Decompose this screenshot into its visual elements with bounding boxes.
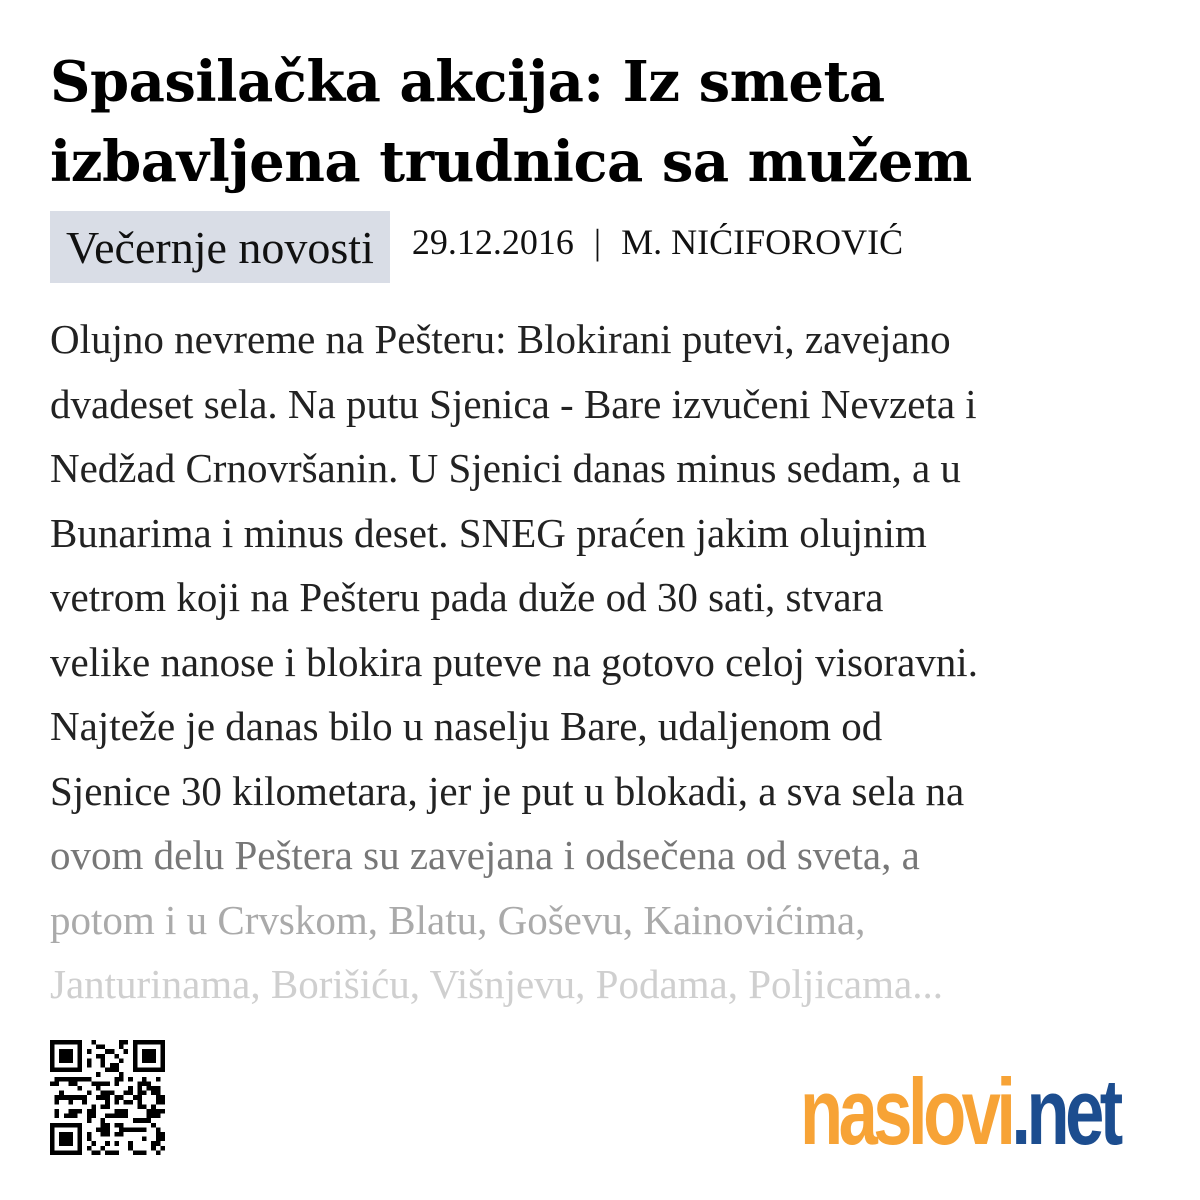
qr-code-icon[interactable] bbox=[50, 1040, 165, 1155]
article-meta bbox=[50, 211, 903, 283]
article-title-line-2: izbavljena trudnica sa mužem bbox=[50, 129, 972, 195]
article-author: M. NIĆIFOROVIĆ bbox=[621, 222, 904, 262]
body-line: Janturinama, Borišiću, Višnjevu, Podama, Poljicama... bbox=[50, 961, 943, 1007]
source-badge[interactable] bbox=[50, 211, 390, 283]
source-name: Večernje novosti bbox=[66, 221, 374, 273]
meta-separator: | bbox=[593, 222, 602, 262]
body-line: Najteže je danas bilo u naselju Bare, udaljenom od bbox=[50, 703, 883, 749]
body-line: velike nanose i blokira puteve na gotovo celoj visoravni. bbox=[50, 638, 978, 685]
body-line: Nedžad Crnovršanin. U Sjenici danas minus sedam, a u bbox=[50, 445, 961, 491]
article-title-line-1: Spasilačka akcija: Iz smeta bbox=[50, 49, 885, 115]
body-line: Bunarima i minus deset. SNEG praćen jakim olujnim bbox=[50, 509, 927, 556]
body-line: potom i u Crvskom, Blatu, Goševu, Kainovićima, bbox=[50, 896, 866, 943]
body-line: vetrom koji na Pešteru pada duže od 30 sati, stvara bbox=[50, 574, 884, 620]
body-line: Sjenice 30 kilometara, jer je put u blokadi, a sva sela na bbox=[50, 767, 965, 814]
body-line: Olujno nevreme na Pešteru: Blokirani putevi, zavejano bbox=[50, 316, 951, 362]
article-body bbox=[50, 307, 1170, 1017]
body-line: ovom delu Peštera su zavejana i odsečena od sveta, a bbox=[50, 832, 920, 878]
logo-text-naslovi: naslovi bbox=[800, 1059, 1012, 1164]
naslovi-logo[interactable] bbox=[800, 1058, 1119, 1168]
article-date: 29.12.2016 bbox=[411, 222, 574, 262]
logo-text-net: .net bbox=[1011, 1059, 1119, 1164]
body-line: dvadeset sela. Na putu Sjenica - Bare izvučeni Nevzeta i bbox=[50, 380, 977, 427]
article-title bbox=[50, 42, 1160, 202]
